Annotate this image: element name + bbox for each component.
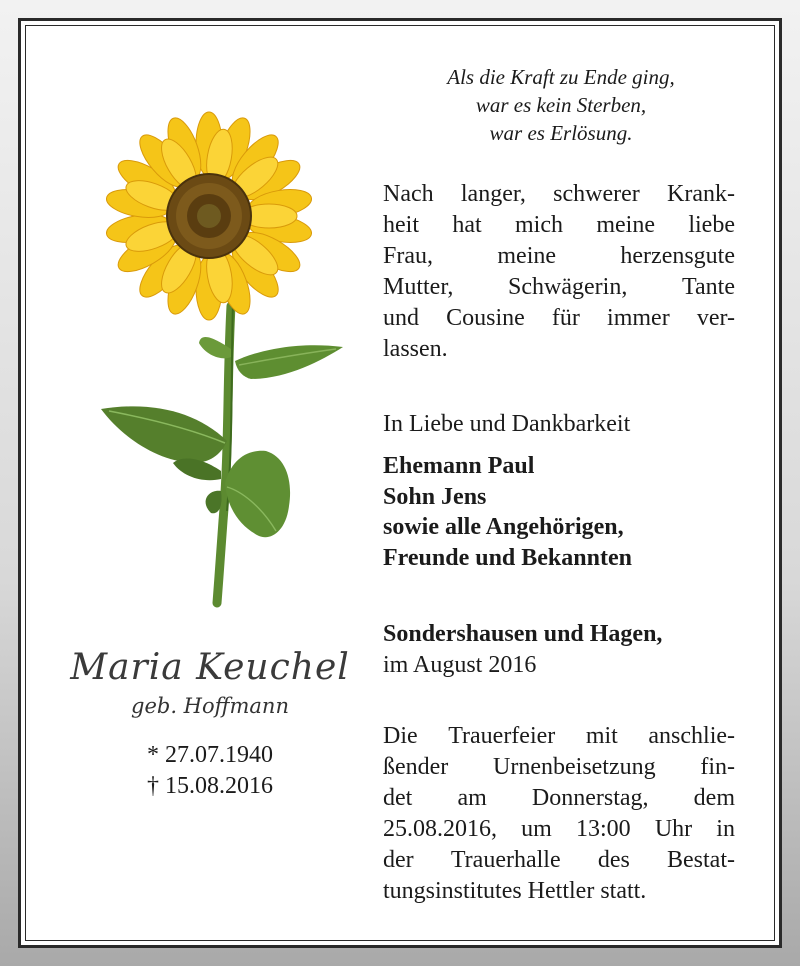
life-dates bbox=[65, 740, 355, 802]
word: schwerer bbox=[553, 181, 640, 207]
word: ßender bbox=[383, 754, 449, 780]
word: um bbox=[521, 816, 552, 842]
signer: Sohn Jens bbox=[383, 483, 487, 510]
motto-verse bbox=[401, 63, 721, 147]
word: meine bbox=[596, 212, 655, 238]
service-line bbox=[383, 845, 735, 876]
signer: Freunde und Bekannten bbox=[383, 544, 632, 571]
word: heit bbox=[383, 212, 419, 238]
word: Tante bbox=[682, 274, 735, 300]
sunflower-illustration-icon bbox=[81, 111, 361, 611]
announcement-line bbox=[383, 179, 735, 210]
word: fin- bbox=[700, 754, 735, 780]
word: liebe bbox=[688, 212, 735, 238]
motto-line: Als die Kraft zu Ende ging, bbox=[447, 65, 675, 89]
birth-date: * 27.07.1940 bbox=[147, 742, 273, 768]
word: det bbox=[383, 785, 413, 811]
word: 13:00 bbox=[575, 816, 631, 842]
word: herzensgute bbox=[620, 243, 735, 269]
word: langer, bbox=[460, 181, 526, 207]
word: Trauerfeier bbox=[448, 723, 556, 749]
thanks-intro: In Liebe und Dankbarkeit bbox=[383, 411, 631, 437]
word: ver- bbox=[696, 305, 735, 331]
place-names: Sondershausen und Hagen, bbox=[383, 621, 663, 647]
word: in bbox=[716, 816, 735, 842]
obituary-card bbox=[18, 18, 782, 948]
word: hat bbox=[452, 212, 482, 238]
signers-list bbox=[383, 451, 632, 573]
deceased-name: Maria Keuchel bbox=[70, 647, 350, 688]
word: dem bbox=[693, 785, 735, 811]
word: mit bbox=[585, 723, 618, 749]
service-line bbox=[383, 814, 735, 845]
word: Donnerstag, bbox=[531, 785, 649, 811]
signer: Ehemann Paul bbox=[383, 453, 535, 479]
word: am bbox=[457, 785, 487, 811]
announcement-line bbox=[383, 241, 735, 272]
word: der bbox=[383, 847, 414, 873]
word: Nach bbox=[383, 181, 434, 207]
word: Frau, bbox=[383, 243, 433, 269]
place-and-date bbox=[383, 619, 662, 681]
announcement-text bbox=[383, 179, 735, 365]
announcement-line bbox=[383, 303, 735, 334]
word: Krank- bbox=[667, 181, 735, 207]
death-date: † 15.08.2016 bbox=[147, 773, 273, 799]
word: immer bbox=[607, 305, 670, 331]
announcement-line bbox=[383, 272, 735, 303]
signer: sowie alle Angehörigen, bbox=[383, 514, 624, 540]
word: für bbox=[551, 305, 580, 331]
service-line bbox=[383, 721, 735, 752]
word: des bbox=[597, 847, 630, 873]
month-year: im August 2016 bbox=[383, 652, 537, 678]
word: Uhr bbox=[654, 816, 693, 842]
word: Urnenbeisetzung bbox=[493, 754, 656, 780]
service-notice bbox=[383, 721, 735, 907]
word: Mutter, bbox=[383, 274, 454, 300]
word: Trauerhalle bbox=[450, 847, 561, 873]
word: Cousine bbox=[446, 305, 525, 331]
word: 25.08.2016, bbox=[383, 816, 497, 842]
deceased-block bbox=[65, 647, 355, 802]
announcement-line bbox=[383, 210, 735, 241]
word: Bestat- bbox=[667, 847, 735, 873]
announcement-last-line: lassen. bbox=[383, 336, 448, 362]
motto-line: war es Erlösung. bbox=[489, 121, 633, 145]
word: Schwägerin, bbox=[508, 274, 628, 300]
word: meine bbox=[497, 243, 557, 269]
maiden-name: geb. Hoffmann bbox=[131, 694, 289, 718]
service-line bbox=[383, 752, 735, 783]
word: und bbox=[383, 305, 419, 331]
service-last-line: tungsinstitutes Hettler statt. bbox=[383, 878, 647, 904]
word: Die bbox=[383, 723, 418, 749]
service-line bbox=[383, 783, 735, 814]
word: mich bbox=[515, 212, 564, 238]
word: anschlie- bbox=[648, 723, 735, 749]
motto-line: war es kein Sterben, bbox=[475, 93, 647, 117]
